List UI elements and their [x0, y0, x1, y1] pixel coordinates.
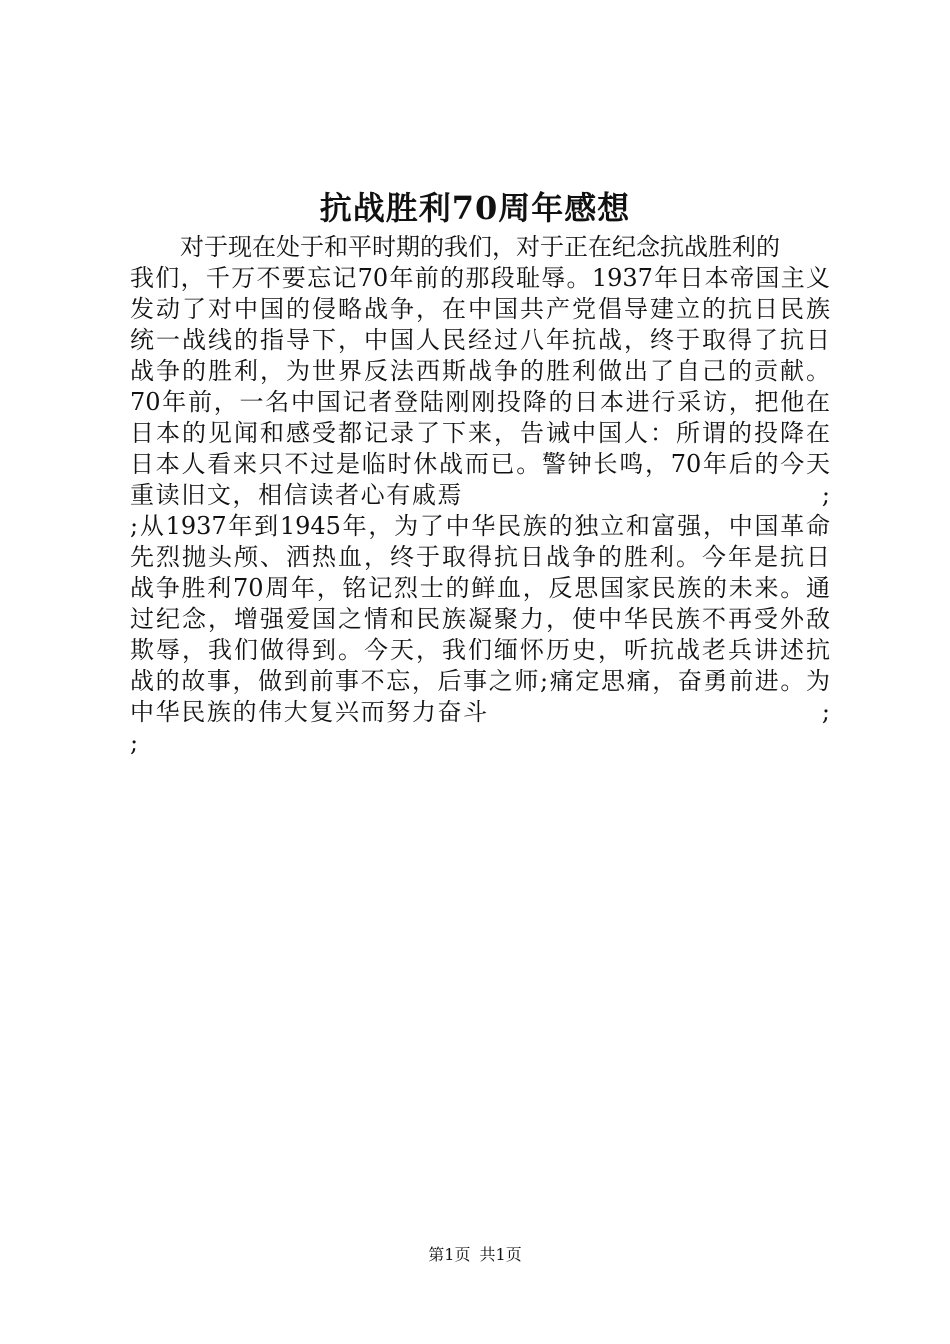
body-line: 日本人看来只不过是临时休战而已。警钟长鸣，70年后的今天: [130, 450, 830, 478]
page-total: 共1页: [479, 1245, 522, 1264]
body-line: 对于现在处于和平时期的我们，对于正在纪念抗战胜利的: [180, 233, 780, 261]
body-line: ;: [130, 729, 139, 757]
page-number: 第1页: [428, 1245, 471, 1264]
document-body: [130, 232, 830, 759]
body-line: 战争的胜利，为世界反法西斯战争的胜利做出了自己的贡献。: [130, 357, 830, 385]
body-line: 日本的见闻和感受都记录了下来，告诫中国人：所谓的投降在: [130, 419, 830, 447]
page-footer: [0, 1244, 950, 1266]
body-line: 统一战线的指导下，中国人民经过八年抗战，终于取得了抗日: [130, 326, 830, 354]
body-line: 重读旧文，相信读者心有戚焉 ;: [130, 481, 830, 509]
body-line: 战的故事，做到前事不忘，后事之师;痛定思痛，奋勇前进。为: [130, 667, 830, 695]
body-line: 先烈抛头颅、洒热血，终于取得抗日战争的胜利。今年是抗日: [130, 543, 830, 571]
body-line: 我们，千万不要忘记70年前的那段耻辱。1937年日本帝国主义: [130, 264, 830, 292]
body-line: 中华民族的伟大复兴而努力奋斗 ;: [130, 698, 830, 726]
body-line: 欺辱，我们做得到。今天，我们缅怀历史，听抗战老兵讲述抗: [130, 636, 830, 664]
document-title: 抗战胜利70周年感想: [319, 189, 631, 227]
body-line: ;从1937年到1945年，为了中华民族的独立和富强，中国革命: [130, 512, 830, 540]
body-line: 过纪念，增强爱国之情和民族凝聚力，使中华民族不再受外敌: [130, 605, 830, 633]
body-line: 发动了对中国的侵略战争，在中国共产党倡导建立的抗日民族: [130, 295, 830, 323]
body-line: 战争胜利70周年，铭记烈士的鲜血，反思国家民族的未来。通: [130, 574, 830, 602]
body-line: 70年前，一名中国记者登陆刚刚投降的日本进行采访，把他在: [130, 388, 830, 416]
